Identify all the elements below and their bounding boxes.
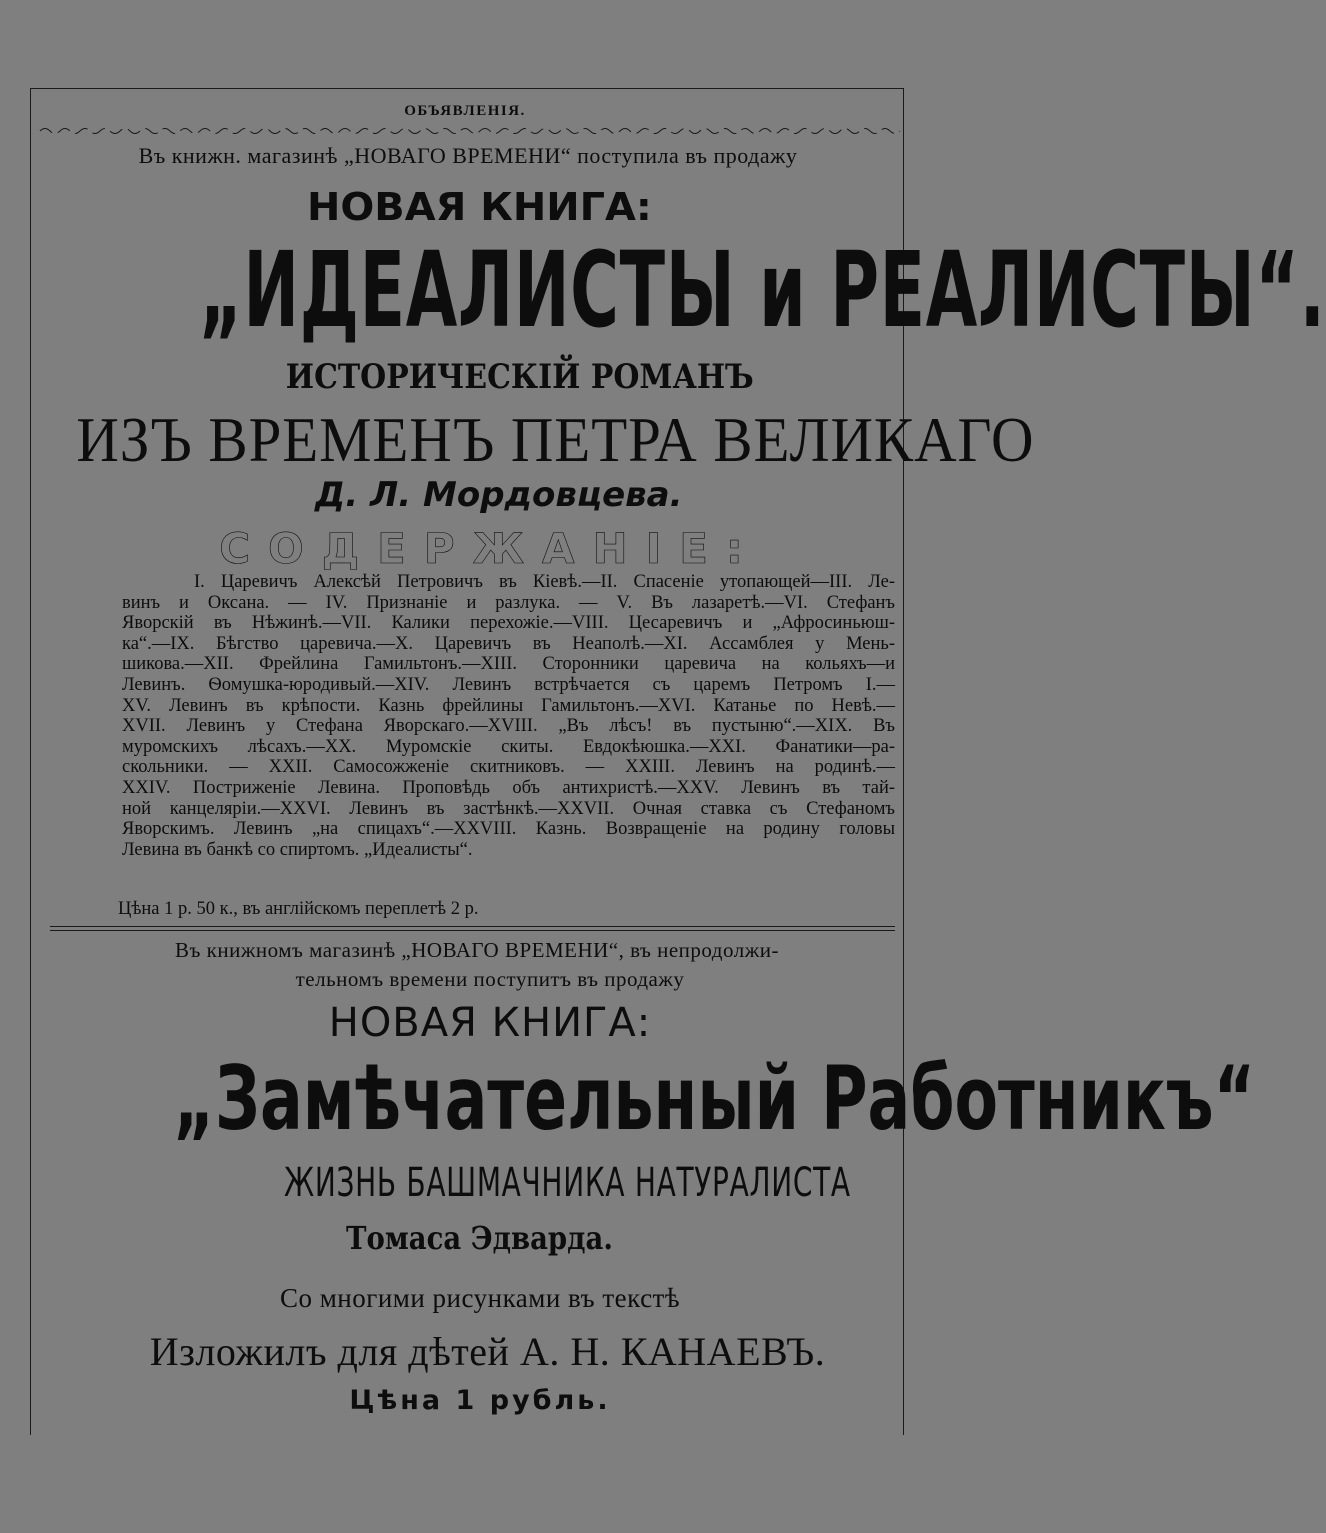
contents-line: муромскихъ лѣсахъ.—XX. Муромскіе скиты. Евдокѣюшка.—XXI. Фанатики—ра-: [122, 736, 895, 757]
ad1-contents-list: [50, 572, 895, 860]
ad2-book-title: „Замѣчательный Работникъ“: [173, 1047, 1256, 1150]
wavy-divider: [40, 124, 900, 138]
contents-line: шикова.—XII. Фрейлина Гамильтонъ.—XIII. Сторонники царевича на кольяхъ—и: [122, 654, 895, 675]
ad1-new-book-label: НОВАЯ КНИГА:: [307, 185, 652, 229]
page-header-title: ОБЪЯВЛЕНІЯ.: [404, 103, 526, 119]
double-rule-top: [50, 926, 895, 927]
contents-line: Яворскимъ. Левинъ „на спицахъ“.—XXVIII. Казнь. Возвращеніе на родину головы: [122, 819, 895, 840]
contents-line: XVII. Левинъ у Стефана Яворскаго.—XVIII. „Въ лѣсъ! въ пустыню“.—XIX. Въ: [122, 716, 895, 737]
ad1-book-era: ИЗЪ ВРЕМЕНЪ ПЕТРА ВЕЛИКАГО: [76, 404, 1035, 475]
ad1-book-title: „ИДЕАЛИСТЫ и РЕАЛИСТЫ“.: [199, 229, 1326, 351]
ad1-book-author: Д. Л. Мордовцева.: [315, 475, 683, 515]
ad1-contents-heading: СОДЕРЖАНІЕ:: [219, 524, 761, 573]
contents-line: Левинъ. Ѳомушка-юродивый.—XIV. Левинъ встрѣчается съ царемъ Петромъ I.—: [122, 674, 895, 695]
contents-line: Яворскій въ Нѣжинѣ.—VII. Калики перехожіе.—VIII. Цесаревичъ и „Афросиньюш-: [122, 613, 895, 634]
contents-line: скольники. — XXII. Самосожженіе скитниковъ. — XXIII. Левинъ на родинѣ.—: [122, 757, 895, 778]
ad2-price: Цѣна 1 рубль.: [349, 1385, 611, 1416]
ad2-pictures-note: Со многими рисунками въ текстѣ: [279, 1283, 681, 1313]
ad2-intro-line1: Въ книжномъ магазинѣ „НОВАГО ВРЕМЕНИ“, въ непродолжи-: [175, 938, 779, 962]
contents-line: ка“.—IX. Бѣгство царевича.—X. Царевичъ въ Неаполѣ.—XI. Ассамблея у Мень-: [122, 633, 895, 654]
contents-line: винъ и Оксана. — IV. Признаніе и разлука. — V. Въ лазаретѣ.—VI. Стефанъ: [122, 592, 895, 613]
ad2-intro-line2: тельномъ времени поступитъ въ продажу: [295, 967, 685, 991]
ad2-new-book-label: НОВАЯ КНИГА:: [328, 1000, 652, 1046]
ad2-reteller: Изложилъ для дѣтей А. Н. КАНАЕВЪ.: [149, 1329, 826, 1374]
contents-line: Левина въ банкѣ со спиртомъ. „Идеалисты“.: [122, 839, 473, 860]
contents-line: I. Царевичъ Алексѣй Петровичъ въ Кіевѣ.—II. Спасеніе утопающей—III. Ле-: [194, 572, 895, 592]
double-rule-bottom: [50, 930, 895, 931]
contents-line: ной канцеляріи.—XXVI. Левинъ въ застѣнкѣ.—XXVII. Очная ставка съ Стефаномъ: [122, 798, 895, 819]
ad1-intro: Въ книжн. магазинѣ „НОВАГО ВРЕМЕНИ“ поступила въ продажу: [138, 143, 798, 168]
ad1-book-genre: ИСТОРИЧЕСКІЙ РОМАНЪ: [285, 357, 754, 397]
ad1-price: Цѣна 1 р. 50 к., въ англійскомъ переплетѣ 2 р.: [118, 899, 479, 919]
ad2-book-person: Томаса Эдварда.: [346, 1219, 613, 1257]
ad2-book-subtitle: ЖИЗНЬ БАШМАЧНИКА НАТУРАЛИСТА: [284, 1160, 851, 1206]
contents-line: XXIV. Постриженіе Левина. Проповѣдь объ антихристѣ.—XXV. Левинъ въ тай-: [122, 777, 895, 798]
contents-line: XV. Левинъ въ крѣпости. Казнь фрейлины Гамильтонъ.—XVI. Катанье по Невѣ.—: [122, 695, 895, 716]
